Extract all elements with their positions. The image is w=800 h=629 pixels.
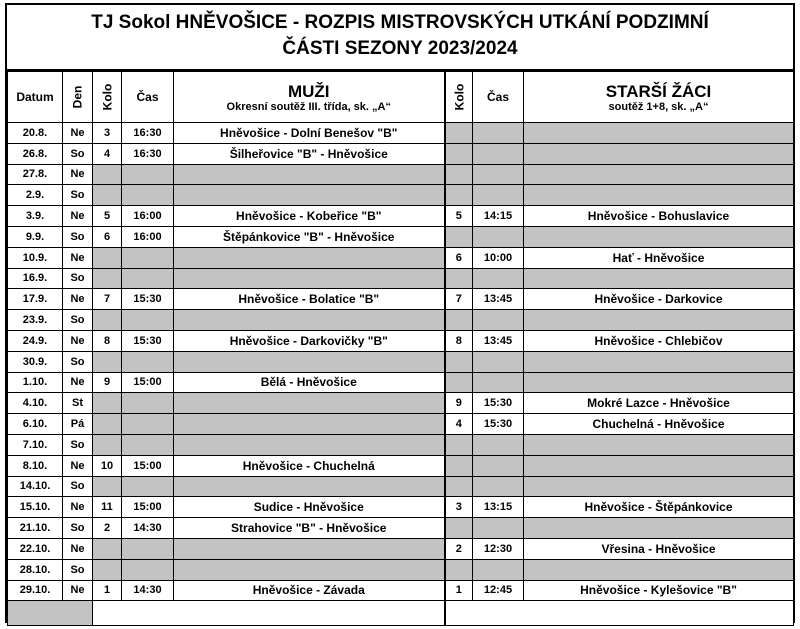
zaci-time-cell xyxy=(473,185,524,206)
muzi-time-cell: 16:30 xyxy=(122,123,174,144)
zaci-round-cell: 9 xyxy=(445,393,473,414)
zaci-time-cell: 14:15 xyxy=(473,206,524,227)
zaci-round-cell: 8 xyxy=(445,330,473,351)
muzi-time-cell: 16:00 xyxy=(122,206,174,227)
zaci-time-cell: 15:30 xyxy=(473,414,524,435)
zaci-time-cell xyxy=(473,559,524,580)
zaci-subtitle: soutěž 1+8, sk. „A“ xyxy=(608,100,709,113)
muzi-round-cell xyxy=(93,268,122,289)
muzi-time-cell: 16:30 xyxy=(122,143,174,164)
table-row xyxy=(8,247,794,268)
muzi-round-cell xyxy=(93,310,122,331)
day-cell: Ne xyxy=(63,538,93,559)
day-cell: So xyxy=(63,143,93,164)
muzi-match-cell xyxy=(174,476,445,497)
zaci-time-cell xyxy=(473,455,524,476)
muzi-match-cell xyxy=(174,414,445,435)
muzi-match-cell: Hněvošice - Dolní Benešov "B" xyxy=(174,123,445,144)
muzi-time-cell xyxy=(122,310,174,331)
date-cell: 3.9. xyxy=(8,206,63,227)
zaci-round-cell: 1 xyxy=(445,580,473,601)
muzi-match-cell: Bělá - Hněvošice xyxy=(174,372,445,393)
date-cell: 10.9. xyxy=(8,247,63,268)
day-cell: St xyxy=(63,393,93,414)
muzi-round-cell xyxy=(93,538,122,559)
header-cas: Čas xyxy=(122,72,174,123)
table-row xyxy=(8,580,794,601)
zaci-round-cell xyxy=(445,268,473,289)
day-cell: So xyxy=(63,268,93,289)
muzi-round-cell xyxy=(93,434,122,455)
day-cell: So xyxy=(63,226,93,247)
muzi-match-cell xyxy=(174,351,445,372)
table-row xyxy=(8,414,794,435)
muzi-round-cell xyxy=(93,414,122,435)
table-row xyxy=(8,123,794,144)
day-cell: So xyxy=(63,310,93,331)
zaci-match-cell xyxy=(524,351,794,372)
muzi-match-cell: Hněvošice - Kobeřice "B" xyxy=(174,206,445,227)
table-row xyxy=(8,393,794,414)
header-zaci xyxy=(524,72,794,123)
header-kolo-zaci xyxy=(445,72,473,123)
zaci-match-cell xyxy=(524,164,794,185)
zaci-time-cell xyxy=(473,476,524,497)
zaci-match-cell xyxy=(524,559,794,580)
date-cell: 17.9. xyxy=(8,289,63,310)
muzi-round-cell: 4 xyxy=(93,143,122,164)
zaci-match-cell: Hněvošice - Bohuslavice xyxy=(524,206,794,227)
muzi-match-cell: Strahovice "B" - Hněvošice xyxy=(174,518,445,539)
day-cell: So xyxy=(63,434,93,455)
zaci-round-cell xyxy=(445,310,473,331)
muzi-match-cell xyxy=(174,164,445,185)
date-cell: 15.10. xyxy=(8,497,63,518)
zaci-time-cell xyxy=(473,434,524,455)
zaci-match-cell: Hněvošice - Štěpánkovice xyxy=(524,497,794,518)
date-cell: 8.10. xyxy=(8,455,63,476)
muzi-time-cell xyxy=(122,538,174,559)
muzi-time-cell xyxy=(122,559,174,580)
day-cell: Ne xyxy=(63,372,93,393)
header-kolo xyxy=(93,72,122,123)
table-row xyxy=(8,143,794,164)
title-line-2: ČÁSTI SEZONY 2023/2024 xyxy=(282,38,518,59)
muzi-match-cell xyxy=(174,268,445,289)
schedule-rows xyxy=(8,123,794,626)
muzi-match-cell: Sudice - Hněvošice xyxy=(174,497,445,518)
muzi-round-cell: 8 xyxy=(93,330,122,351)
zaci-round-cell: 2 xyxy=(445,538,473,559)
muzi-round-cell xyxy=(93,164,122,185)
title-line-1: TJ Sokol HNĚVOŠICE - ROZPIS MISTROVSKÝCH UTKÁNÍ PODZIMNÍ xyxy=(91,12,709,33)
muzi-match-cell xyxy=(174,434,445,455)
zaci-round-cell: 4 xyxy=(445,414,473,435)
zaci-round-cell xyxy=(445,123,473,144)
table-row xyxy=(8,310,794,331)
muzi-match-cell xyxy=(174,185,445,206)
zaci-match-cell xyxy=(524,434,794,455)
footer-empty-muzi xyxy=(93,601,445,626)
date-cell: 2.9. xyxy=(8,185,63,206)
muzi-time-cell xyxy=(122,414,174,435)
zaci-match-cell: Hněvošice - Darkovice xyxy=(524,289,794,310)
day-cell: Ne xyxy=(63,455,93,476)
table-row xyxy=(8,538,794,559)
zaci-round-cell xyxy=(445,434,473,455)
zaci-time-cell xyxy=(473,143,524,164)
muzi-round-cell xyxy=(93,559,122,580)
zaci-match-cell: Chuchelná - Hněvošice xyxy=(524,414,794,435)
zaci-time-cell xyxy=(473,123,524,144)
table-row xyxy=(8,164,794,185)
zaci-round-cell xyxy=(445,226,473,247)
zaci-time-cell xyxy=(473,518,524,539)
zaci-match-cell: Hať - Hněvošice xyxy=(524,247,794,268)
zaci-match-cell xyxy=(524,185,794,206)
day-cell: Ne xyxy=(63,330,93,351)
muzi-time-cell xyxy=(122,185,174,206)
footer-empty-zaci xyxy=(445,601,794,626)
muzi-match-cell xyxy=(174,393,445,414)
muzi-round-cell: 7 xyxy=(93,289,122,310)
zaci-round-cell xyxy=(445,559,473,580)
day-cell: Ne xyxy=(63,247,93,268)
muzi-match-cell: Štěpánkovice "B" - Hněvošice xyxy=(174,226,445,247)
table-row xyxy=(8,206,794,227)
muzi-match-cell: Hněvošice - Darkovičky "B" xyxy=(174,330,445,351)
table-row xyxy=(8,559,794,580)
muzi-round-cell xyxy=(93,351,122,372)
footer-row xyxy=(8,601,794,626)
zaci-match-cell xyxy=(524,310,794,331)
muzi-round-cell: 6 xyxy=(93,226,122,247)
day-cell: So xyxy=(63,185,93,206)
muzi-time-cell xyxy=(122,268,174,289)
zaci-time-cell: 12:45 xyxy=(473,580,524,601)
muzi-round-cell xyxy=(93,247,122,268)
date-cell: 24.9. xyxy=(8,330,63,351)
zaci-match-cell xyxy=(524,518,794,539)
date-cell: 9.9. xyxy=(8,226,63,247)
zaci-round-cell xyxy=(445,351,473,372)
date-cell: 14.10. xyxy=(8,476,63,497)
zaci-time-cell xyxy=(473,372,524,393)
muzi-time-cell xyxy=(122,393,174,414)
muzi-round-cell: 11 xyxy=(93,497,122,518)
muzi-round-cell: 10 xyxy=(93,455,122,476)
zaci-time-cell: 10:00 xyxy=(473,247,524,268)
muzi-time-cell: 14:30 xyxy=(122,518,174,539)
zaci-round-cell xyxy=(445,164,473,185)
muzi-round-cell xyxy=(93,393,122,414)
day-cell: Ne xyxy=(63,580,93,601)
table-row xyxy=(8,372,794,393)
muzi-time-cell: 14:30 xyxy=(122,580,174,601)
table-row xyxy=(8,351,794,372)
zaci-match-cell xyxy=(524,143,794,164)
muzi-round-cell: 3 xyxy=(93,123,122,144)
zaci-round-cell xyxy=(445,143,473,164)
zaci-time-cell xyxy=(473,310,524,331)
table-row xyxy=(8,518,794,539)
zaci-match-cell xyxy=(524,455,794,476)
header-kolo-label: Kolo xyxy=(99,83,114,111)
zaci-title: STARŠÍ ŽÁCI xyxy=(605,81,712,101)
zaci-match-cell: Hněvošice - Kylešovice "B" xyxy=(524,580,794,601)
muzi-match-cell xyxy=(174,247,445,268)
muzi-match-cell xyxy=(174,559,445,580)
page-title xyxy=(7,5,793,71)
muzi-time-cell: 15:00 xyxy=(122,455,174,476)
zaci-time-cell: 12:30 xyxy=(473,538,524,559)
zaci-time-cell: 13:15 xyxy=(473,497,524,518)
schedule-table xyxy=(7,71,794,626)
day-cell: Ne xyxy=(63,497,93,518)
day-cell: So xyxy=(63,476,93,497)
table-row xyxy=(8,434,794,455)
zaci-time-cell: 15:30 xyxy=(473,393,524,414)
zaci-match-cell xyxy=(524,476,794,497)
zaci-match-cell xyxy=(524,372,794,393)
zaci-round-cell xyxy=(445,476,473,497)
zaci-round-cell xyxy=(445,185,473,206)
day-cell: So xyxy=(63,559,93,580)
muzi-round-cell: 2 xyxy=(93,518,122,539)
schedule-sheet xyxy=(5,3,795,623)
muzi-match-cell: Hněvošice - Bolatice "B" xyxy=(174,289,445,310)
zaci-round-cell xyxy=(445,518,473,539)
muzi-time-cell xyxy=(122,164,174,185)
header-row xyxy=(8,72,794,123)
date-cell: 28.10. xyxy=(8,559,63,580)
table-row xyxy=(8,185,794,206)
date-cell: 7.10. xyxy=(8,434,63,455)
header-muzi xyxy=(174,72,445,123)
muzi-match-cell: Šilheřovice "B" - Hněvošice xyxy=(174,143,445,164)
footer-grey-cell xyxy=(8,601,93,626)
header-datum: Datum xyxy=(8,72,63,123)
zaci-round-cell: 5 xyxy=(445,206,473,227)
muzi-time-cell xyxy=(122,476,174,497)
zaci-match-cell xyxy=(524,226,794,247)
muzi-match-cell: Hněvošice - Závada xyxy=(174,580,445,601)
muzi-time-cell: 15:30 xyxy=(122,330,174,351)
table-row xyxy=(8,226,794,247)
muzi-round-cell xyxy=(93,476,122,497)
date-cell: 16.9. xyxy=(8,268,63,289)
muzi-match-cell xyxy=(174,538,445,559)
zaci-round-cell xyxy=(445,372,473,393)
day-cell: So xyxy=(63,351,93,372)
muzi-round-cell: 1 xyxy=(93,580,122,601)
muzi-round-cell: 5 xyxy=(93,206,122,227)
muzi-title: MUŽI xyxy=(287,81,330,101)
date-cell: 21.10. xyxy=(8,518,63,539)
day-cell: Pá xyxy=(63,414,93,435)
muzi-time-cell xyxy=(122,434,174,455)
zaci-match-cell: Mokré Lazce - Hněvošice xyxy=(524,393,794,414)
date-cell: 27.8. xyxy=(8,164,63,185)
muzi-time-cell xyxy=(122,351,174,372)
muzi-time-cell: 15:30 xyxy=(122,289,174,310)
muzi-time-cell: 15:00 xyxy=(122,372,174,393)
muzi-round-cell xyxy=(93,185,122,206)
day-cell: Ne xyxy=(63,123,93,144)
date-cell: 22.10. xyxy=(8,538,63,559)
zaci-match-cell: Vřesina - Hněvošice xyxy=(524,538,794,559)
date-cell: 1.10. xyxy=(8,372,63,393)
zaci-time-cell xyxy=(473,226,524,247)
zaci-round-cell: 7 xyxy=(445,289,473,310)
muzi-time-cell: 16:00 xyxy=(122,226,174,247)
date-cell: 4.10. xyxy=(8,393,63,414)
header-kolo-zaci-label: Kolo xyxy=(451,83,466,111)
table-row xyxy=(8,330,794,351)
header-cas-zaci: Čas xyxy=(473,72,524,123)
zaci-time-cell xyxy=(473,164,524,185)
table-row xyxy=(8,289,794,310)
zaci-match-cell xyxy=(524,268,794,289)
table-row xyxy=(8,497,794,518)
date-cell: 23.9. xyxy=(8,310,63,331)
day-cell: So xyxy=(63,518,93,539)
zaci-match-cell: Hněvošice - Chlebičov xyxy=(524,330,794,351)
zaci-round-cell xyxy=(445,455,473,476)
muzi-match-cell: Hněvošice - Chuchelná xyxy=(174,455,445,476)
date-cell: 29.10. xyxy=(8,580,63,601)
zaci-time-cell xyxy=(473,268,524,289)
zaci-match-cell xyxy=(524,123,794,144)
date-cell: 20.8. xyxy=(8,123,63,144)
day-cell: Ne xyxy=(63,164,93,185)
zaci-round-cell: 3 xyxy=(445,497,473,518)
table-row xyxy=(8,455,794,476)
table-row xyxy=(8,476,794,497)
zaci-time-cell: 13:45 xyxy=(473,289,524,310)
header-den xyxy=(63,72,93,123)
zaci-time-cell xyxy=(473,351,524,372)
date-cell: 26.8. xyxy=(8,143,63,164)
muzi-match-cell xyxy=(174,310,445,331)
zaci-time-cell: 13:45 xyxy=(473,330,524,351)
table-row xyxy=(8,268,794,289)
date-cell: 30.9. xyxy=(8,351,63,372)
day-cell: Ne xyxy=(63,289,93,310)
muzi-subtitle: Okresní soutěž III. třída, sk. „A“ xyxy=(226,100,391,113)
zaci-round-cell: 6 xyxy=(445,247,473,268)
date-cell: 6.10. xyxy=(8,414,63,435)
day-cell: Ne xyxy=(63,206,93,227)
muzi-time-cell xyxy=(122,247,174,268)
muzi-time-cell: 15:00 xyxy=(122,497,174,518)
header-den-label: Den xyxy=(70,85,85,109)
muzi-round-cell: 9 xyxy=(93,372,122,393)
